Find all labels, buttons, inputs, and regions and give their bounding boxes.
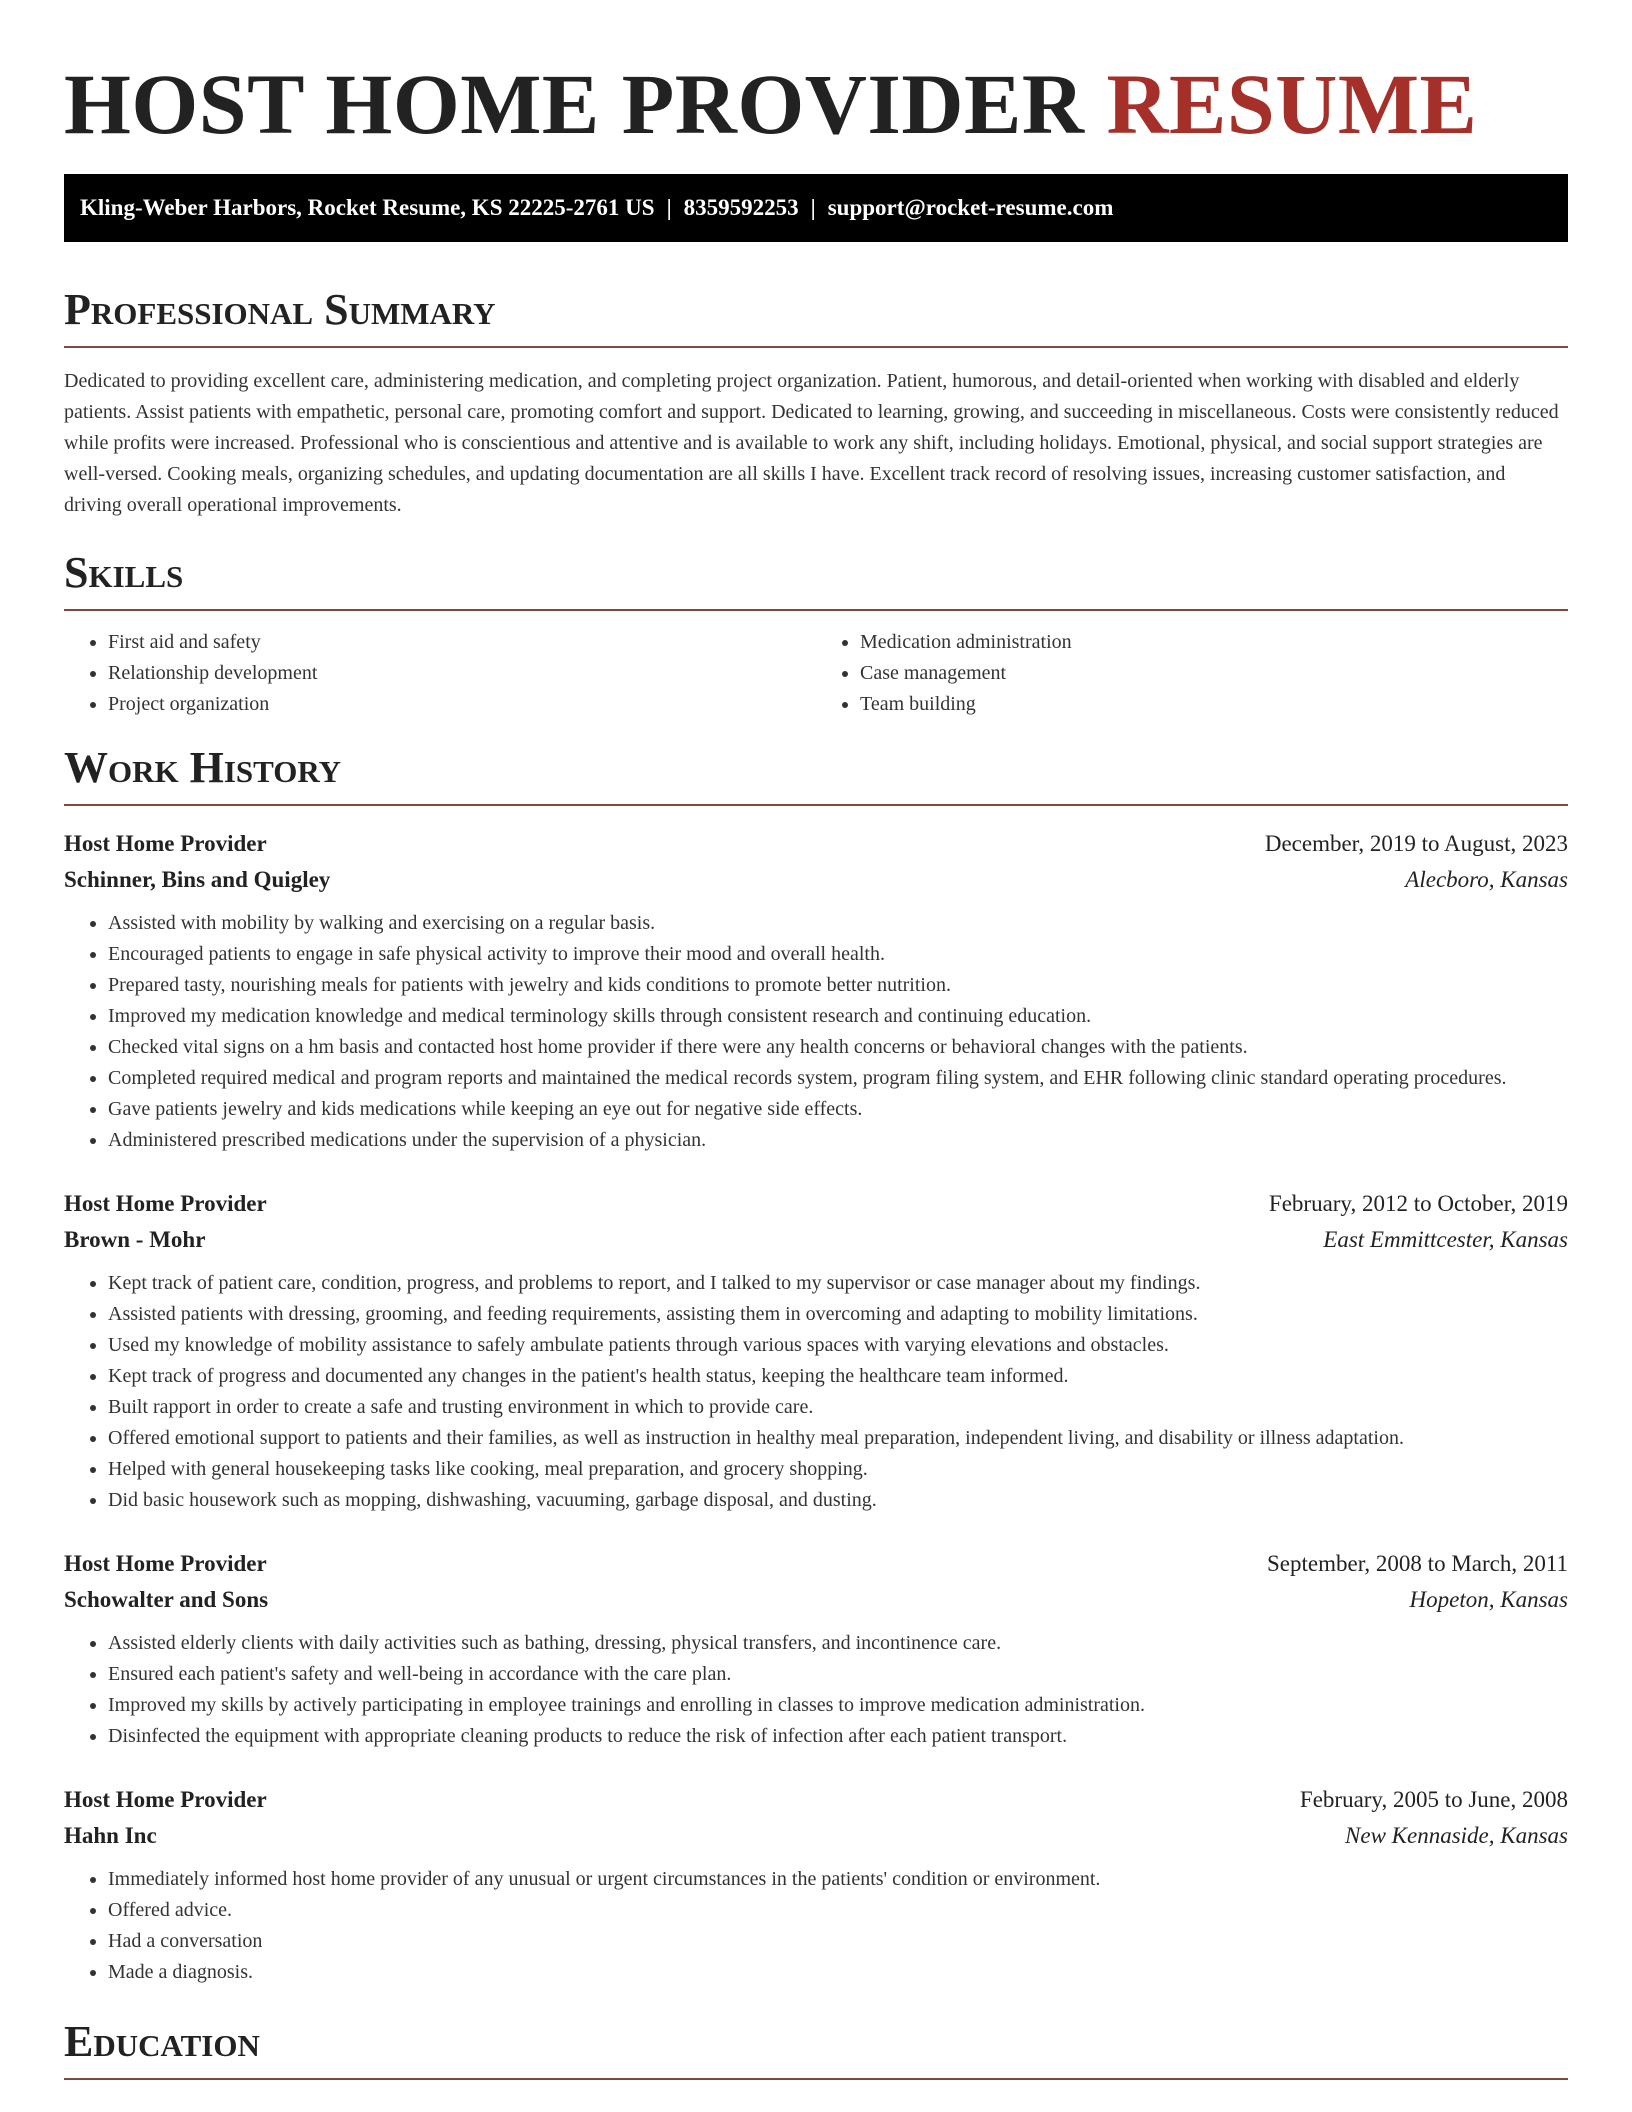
job-bullet: • Completed required medical and program reports and maintained the medical records system, program filing system, and EHR following clinic standard operating procedures. [108,1063,1568,1094]
job-entry [64,1782,1568,1988]
job-bullets [64,1268,1568,1516]
contact-separator: | [810,195,816,220]
job-bullet: • Assisted elderly clients with daily activities such as bathing, dressing, physical transfers, and incontinence care. [108,1628,1568,1659]
job-bullet: • Kept track of progress and documented any changes in the patient's health status, keeping the healthcare team informed. [108,1361,1568,1392]
skill-item: • First aid and safety [108,627,816,658]
contact-email: support@rocket-resume.com [827,195,1114,220]
job-bullet: • Did basic housework such as mopping, dishwashing, vacuuming, garbage disposal, and dusting. [108,1485,1568,1516]
job-dates: September, 2008 to March, 2011 [1267,1551,1568,1576]
job-bullet: • Improved my skills by actively participating in employee trainings and enrolling in classes to improve medication administration. [108,1690,1568,1721]
job-location: Hopeton, Kansas [1409,1587,1568,1612]
job-company-row [64,1818,1568,1854]
skill-item: • Relationship development [108,658,816,689]
job-bullet: • Assisted patients with dressing, grooming, and feeding requirements, assisting them in overcoming and adapting to mobility limitations. [108,1299,1568,1330]
job-title: Host Home Provider [64,1551,267,1576]
job-bullet: • Built rapport in order to create a safe and trusting environment in which to provide care. [108,1392,1568,1423]
job-bullet: • Disinfected the equipment with appropriate cleaning products to reduce the risk of infection after each patient transport. [108,1721,1568,1752]
job-bullet: • Kept track of patient care, condition, progress, and problems to report, and I talked to my supervisor or case manager about my findings. [108,1268,1568,1299]
skill-item: • Team building [860,689,1568,720]
job-bullet: • Checked vital signs on a hm basis and contacted host home provider if there were any health concerns or behavioral changes with the patients. [108,1032,1568,1063]
skills-column-right [816,627,1568,720]
resume-title [64,0,1568,166]
job-header-row [64,826,1568,862]
job-bullets [64,908,1568,1156]
job-bullet: • Had a conversation [108,1926,1568,1957]
job-bullet: • Offered advice. [108,1895,1568,1926]
contact-separator: | [666,195,672,220]
job-bullet: • Administered prescribed medications under the supervision of a physician. [108,1125,1568,1156]
job-entry [64,1546,1568,1752]
job-header-row [64,1546,1568,1582]
job-entry [64,1186,1568,1516]
job-header-row [64,1782,1568,1818]
job-company: Schowalter and Sons [64,1587,269,1612]
job-bullet: • Ensured each patient's safety and well-being in accordance with the care plan. [108,1659,1568,1690]
job-title: Host Home Provider [64,1191,267,1216]
job-bullet: • Used my knowledge of mobility assistance to safely ambulate patients through various spaces with varying elevations and obstacles. [108,1330,1568,1361]
job-company-row [64,862,1568,898]
skill-item: • Medication administration [860,627,1568,658]
skills-column-left [64,627,816,720]
job-bullet: • Gave patients jewelry and kids medications while keeping an eye out for negative side effects. [108,1094,1568,1125]
skills-heading: Skills [64,547,1568,611]
job-bullet: • Prepared tasty, nourishing meals for patients with jewelry and kids conditions to promote better nutrition. [108,970,1568,1001]
job-bullets [64,1628,1568,1752]
skills-list [64,627,1568,720]
work-history-heading: Work History [64,742,1568,806]
job-bullet: • Encouraged patients to engage in safe physical activity to improve their mood and overall health. [108,939,1568,970]
job-bullet: • Immediately informed host home provider of any unusual or urgent circumstances in the patients' condition or environment. [108,1864,1568,1895]
job-dates: February, 2005 to June, 2008 [1299,1787,1568,1812]
job-bullet: • Helped with general housekeeping tasks like cooking, meal preparation, and grocery shopping. [108,1454,1568,1485]
job-location: Alecboro, Kansas [1405,867,1568,892]
job-entry [64,826,1568,1156]
skill-item: • Project organization [108,689,816,720]
job-company-row [64,1582,1568,1618]
summary-text: Dedicated to providing excellent care, administering medication, and completing project organization. Patient, humorous, and detail-oriented when working with disabled and elderly patients. Assist patients with empathetic, personal care, promoting comfort and support. Dedicated to learning, growing, and succeeding in miscellaneous. Costs were consistently reduced while profits were increased. Professional who is conscientious and attentive and is available to work any shift, including holidays. Emotional, physical, and social support strategies are well-versed. Cooking meals, organizing schedules, and updating documentation are all skills I have. Excellent track record of resolving issues, increasing customer satisfaction, and driving overall operational improvements. [64,370,1559,516]
education-heading: Education [64,2016,1568,2080]
job-location: East Emmittcester, Kansas [1323,1227,1568,1252]
job-header-row [64,1186,1568,1222]
job-title: Host Home Provider [64,1787,267,1812]
contact-phone: 8359592253 [683,195,799,220]
contact-bar [64,174,1568,242]
contact-address: Kling-Weber Harbors, Rocket Resume, KS 22225-2761 US [80,195,655,220]
skill-item: • Case management [860,658,1568,689]
job-bullet: • Made a diagnosis. [108,1957,1568,1988]
job-bullet: • Improved my medication knowledge and medical terminology skills through consistent research and continuing education. [108,1001,1568,1032]
job-company: Brown - Mohr [64,1227,206,1252]
job-company-row [64,1222,1568,1258]
resume-title-main: HOST HOME PROVIDER [64,56,1085,152]
summary-heading: Professional Summary [64,284,1568,348]
job-company: Schinner, Bins and Quigley [64,867,331,892]
job-location: New Kennaside, Kansas [1345,1823,1568,1848]
job-bullet: • Offered emotional support to patients and their families, as well as instruction in healthy meal preparation, independent living, and disability or illness adaptation. [108,1423,1568,1454]
job-title: Host Home Provider [64,831,267,856]
resume-title-accent: RESUME [1106,56,1478,152]
job-bullets [64,1864,1568,1988]
job-company: Hahn Inc [64,1823,157,1848]
job-dates: February, 2012 to October, 2019 [1268,1191,1568,1216]
job-dates: December, 2019 to August, 2023 [1264,831,1568,856]
resume-page [64,0,1568,2080]
job-bullet: • Assisted with mobility by walking and exercising on a regular basis. [108,908,1568,939]
